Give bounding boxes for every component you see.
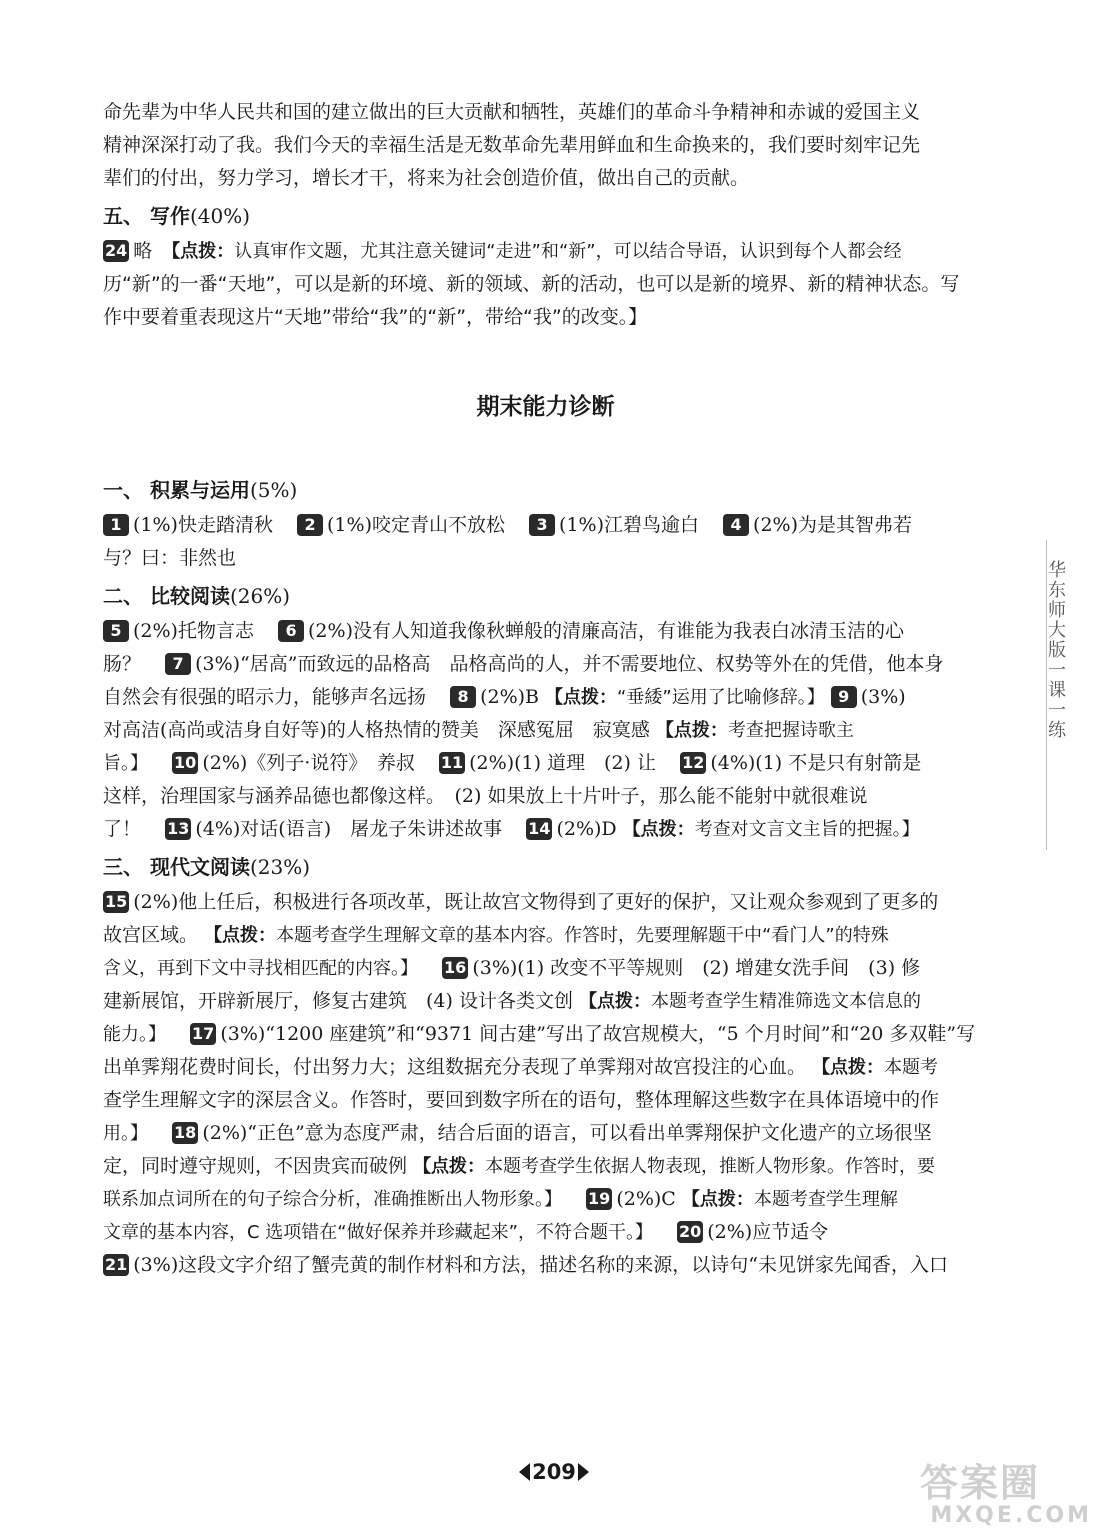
- right-arrow-icon: [578, 1463, 589, 1481]
- question-number-badge: 9: [831, 686, 857, 708]
- page-number: 209: [0, 1460, 1108, 1484]
- paragraph-line: 精神深深打动了我。我们今天的幸福生活是无数革命先辈用鲜血和生命换来的，我们要时刻牢记先: [103, 134, 921, 156]
- section-heading-1: 一、 积累与运用(5%): [103, 478, 298, 502]
- question-number-badge: 24: [105, 241, 128, 260]
- question-number-badge: 19: [588, 1189, 611, 1208]
- section-heading-3: 三、 现代文阅读(23%): [103, 855, 311, 879]
- question-number-badge: 13: [167, 819, 190, 838]
- question-number-badge: 21: [105, 1255, 128, 1274]
- question-number-badge: 10: [174, 753, 197, 772]
- top-paragraph: [103, 96, 988, 195]
- question-number-badge: 14: [528, 819, 551, 838]
- question-number-badge: 17: [192, 1024, 215, 1043]
- question-number-badge: 18: [174, 1123, 197, 1142]
- question-number-badge: 3: [529, 514, 555, 536]
- answer-24: 24 略 【点拨：认真审作文题，尤其注意关键词“走进”和“新”，可以结合导语，认识到每个人都会经 历“新”的一番“天地”，可以是新的环境、新的领域、新的活动，也可以是新的境界、新的精神状态。写 作中要着重表现这片“天地”带给“我”的“新”，带给“我”的改变。】: [103, 240, 960, 328]
- question-number-badge: 8: [450, 686, 476, 708]
- question-number-badge: 12: [682, 753, 705, 772]
- question-number-badge: 4: [723, 514, 749, 536]
- question-number-badge: 11: [440, 753, 464, 772]
- question-number-badge: 2: [297, 514, 323, 536]
- question-number-badge: 5: [103, 620, 129, 642]
- page-content: [103, 96, 988, 1282]
- section-1-answers: 1 (1%)快走踏清秋 2 (1%)咬定青山不放松 3 (1%)江碧鸟逾白 4 (2%)为是其智弗若 与？曰：非然也: [103, 514, 913, 569]
- left-arrow-icon: [519, 1463, 530, 1481]
- question-number-badge: 15: [105, 892, 128, 911]
- question-number-badge: 16: [444, 958, 467, 977]
- question-number-badge: 6: [278, 620, 304, 642]
- paragraph-line: 命先辈为中华人民共和国的建立做出的巨大贡献和牺牲，英雄们的革命斗争精神和赤诚的爱国主义: [103, 101, 921, 123]
- watermark: 答案圈 MXQE.COM: [920, 1461, 1092, 1528]
- section-heading-2: 二、 比较阅读(26%): [103, 584, 291, 608]
- section-3-answers: 15 (2%)他上任后，积极进行各项改革，既让故宫文物得到了更好的保护，又让观众参观到了更多的 故宫区域。 【点拨：本题考查学生理解文章的基本内容。作答时，先要理解题干中“看门人”的特殊 含义，再到下文中寻找相匹配的内容。】 16 (3%)(1) 改变不平等规则 (2) 增建女洗手间 (3) 修 建新展馆，开辟新展厅，修复古建筑 (4) 设计各类文创 【点拨：本题考查学生精准筛选文本信息的 能力。】 17 (3%)“1200 座建筑”和“9371 间古建”写出了故宫规模大，“5 个月时间”和“20 多双鞋”写 出单霁翔花费时间长，付出努力大；这组数据充分表现了单霁翔对故宫投注的心血。 【点拨：本题考 查学生理解文字的深层含义。作答时，要回到数字所在的语句，整体理解这些数字在具体语境中的作 用。】 18 (2%)“正色”意为态度严肃，结合后面的语言，可以看出单霁翔保护文化遗产的立场很坚 定，同时遵守规则，不因贵宾而破例 【点拨：本题考查学生依据人物表现，推断人物形象。作答时，要 联系加点词所在的句子综合分析，准确推断出人物形象。】 19 (2%)C 【点拨：本题考查学生理解 文章的基本内容，C 选项错在“做好保养并珍藏起来”，不符合题干。】 20 (2%)应节适令 21 (3%)这段文字介绍了蟹壳黄的制作材料和方法，描述名称的来源，以诗句“未见饼家先闻香，入口: [103, 891, 976, 1276]
- section-heading-writing: 五、 写作(40%): [103, 204, 251, 228]
- question-number-badge: 7: [165, 653, 191, 675]
- section-2-answers: 5 (2%)托物言志 6 (2%)没有人知道我像秋蝉般的清廉高洁，有谁能为我表白冰清玉洁的心 肠？ 7 (3%)“居高”而致远的品格高 品格高尚的人，并不需要地位、权势等外在的凭借，他本身 自然会有很强的昭示力，能够声名远扬 8 (2%)B 【点拨：“垂緌”运用了比喻修辞。】 9 (3%) 对高洁(高尚或洁身自好等)的人格热情的赞美 深感冤屈 寂寞感 【点拨：考查把握诗歌主 旨。】 10 (2%)《列子·说符》 养叔 11 (2%)(1) 道理 (2) 让 12 (4%)(1) 不是只有射箭是 这样，治理国家与涵养品德也都像这样。 (2) 如果放上十片叶子，那么能不能射中就很难说 了！ 13 (4%)对话(语言) 屠龙子朱讲述故事 14 (2%)D 【点拨：考查对文言文主旨的把握。】: [103, 620, 944, 840]
- paragraph-line: 辈们的付出，努力学习，增长才干，将来为社会创造价值，做出自己的贡献。: [103, 167, 750, 189]
- question-number-badge: 1: [103, 514, 129, 536]
- question-number-badge: 20: [678, 1222, 702, 1241]
- page-title: 期末能力诊断: [476, 394, 615, 420]
- side-series-label: 华东师大版一课一练: [1045, 560, 1066, 740]
